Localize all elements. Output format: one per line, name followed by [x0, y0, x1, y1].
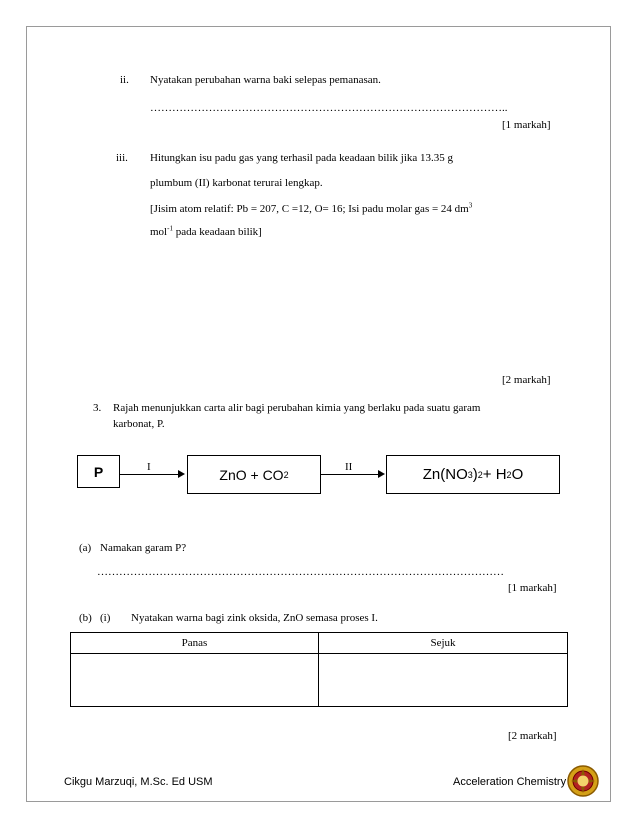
answer-line-ii: ……………………………………………………………………………………..: [150, 102, 508, 114]
arrow-ii-head: [378, 470, 385, 478]
marks-ii: [1 markah]: [502, 119, 551, 131]
footer-author: Cikgu Marzuqi, M.Sc. Ed USM: [64, 776, 213, 788]
question-iii-line4: mol$^{-1}$ pada keadaan bilik]: [150, 224, 262, 238]
question-iii-line3: [Jisim atom relatif: Pb = 207, C =12, O= 16; Isi padu molar gas = 24 $dm^3$: [150, 201, 473, 215]
question-3-line2: karbonat, P.: [113, 418, 165, 430]
arrow-i: [120, 474, 178, 475]
table-cell-panas[interactable]: [71, 654, 319, 707]
arrow-i-head: [178, 470, 185, 478]
part-a-label: (a): [79, 542, 92, 554]
item-number-iii: iii.: [116, 152, 128, 164]
marks-a: [1 markah]: [508, 582, 557, 594]
part-b-label: (b): [79, 612, 92, 624]
question-3-line1: Rajah menunjukkan carta alir bagi perubahan kimia yang berlaku pada suatu garam: [113, 402, 481, 414]
table-row: [71, 654, 568, 707]
footer-title: Acceleration Chemistry: [453, 776, 567, 788]
question-iii-line2: plumbum (II) karbonat terurai lengkap.: [150, 177, 323, 189]
answer-line-a: …………………………………………………………………………………………………: [97, 566, 504, 578]
question-3-number: 3.: [93, 402, 102, 414]
arrow-label-i: I: [147, 461, 151, 473]
part-b-text: Nyatakan warna bagi zink oksida, ZnO semasa proses I.: [131, 612, 378, 624]
arrow-label-ii: II: [345, 461, 353, 473]
question-iii-line1: Hitungkan isu padu gas yang terhasil pada keadaan bilik jika 13.35 g: [150, 152, 454, 164]
part-a-text: Namakan garam P?: [100, 542, 187, 554]
flow-box-zinc-nitrate: Zn(NO 3 ) 2 + H 2 O: [386, 455, 560, 494]
answer-table: [70, 632, 568, 707]
flow-box-zno: ZnO + CO 2: [187, 455, 321, 494]
part-b-sublabel: (i): [100, 612, 111, 624]
school-crest-icon: [566, 764, 600, 798]
question-ii-text: Nyatakan perubahan warna baki selepas pemanasan.: [150, 74, 381, 86]
marks-iii: [2 markah]: [502, 374, 551, 386]
marks-b: [2 markah]: [508, 730, 557, 742]
table-header-sejuk: Sejuk: [319, 633, 568, 654]
arrow-ii: [321, 474, 378, 475]
table-header-panas: Panas: [71, 633, 319, 654]
table-header-row: [71, 633, 568, 654]
flow-box-p: P: [77, 455, 120, 488]
table-cell-sejuk[interactable]: [319, 654, 568, 707]
item-number-ii: ii.: [120, 74, 129, 86]
